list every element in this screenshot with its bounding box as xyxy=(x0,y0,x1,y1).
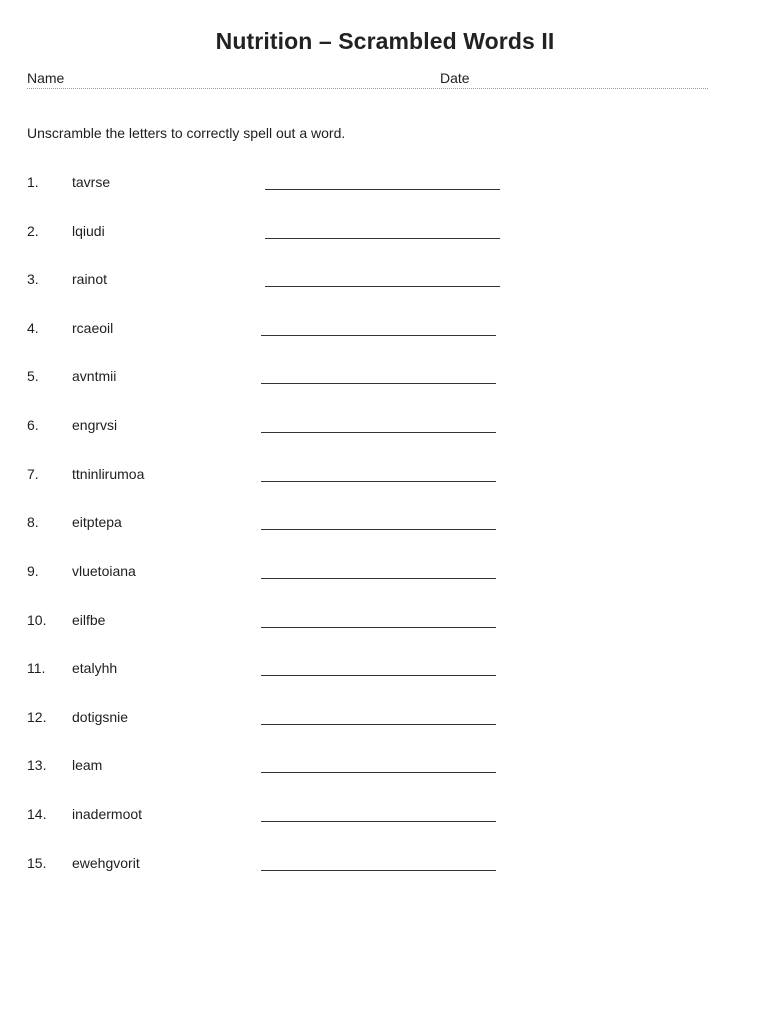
name-label: Name xyxy=(27,70,65,86)
scrambled-word: etalyhh xyxy=(72,660,118,676)
answer-line[interactable] xyxy=(261,870,496,871)
scrambled-word: tavrse xyxy=(72,174,111,190)
scrambled-word: lqiudi xyxy=(72,223,105,239)
answer-line[interactable] xyxy=(261,821,496,822)
answer-line[interactable] xyxy=(261,578,496,579)
question-item xyxy=(0,855,770,879)
question-item xyxy=(0,660,770,684)
question-number: 15. xyxy=(27,855,47,871)
question-number: 14. xyxy=(27,806,47,822)
answer-line[interactable] xyxy=(261,772,496,773)
question-number: 2. xyxy=(27,223,39,239)
question-number: 4. xyxy=(27,320,39,336)
answer-line[interactable] xyxy=(261,627,496,628)
scrambled-word: engrvsi xyxy=(72,417,118,433)
question-number: 8. xyxy=(27,514,39,530)
question-item xyxy=(0,223,770,247)
scrambled-word: leam xyxy=(72,757,103,773)
question-item xyxy=(0,174,770,198)
question-number: 13. xyxy=(27,757,47,773)
date-label: Date xyxy=(440,70,470,86)
question-item xyxy=(0,320,770,344)
question-number: 11. xyxy=(27,660,46,676)
instructions: Unscramble the letters to correctly spell out a word. xyxy=(27,125,346,141)
question-item xyxy=(0,368,770,392)
scrambled-word: ewehgvorit xyxy=(72,855,140,871)
answer-line[interactable] xyxy=(261,335,496,336)
question-item xyxy=(0,612,770,636)
answer-line[interactable] xyxy=(261,383,496,384)
answer-line[interactable] xyxy=(265,238,500,239)
scrambled-word: eilfbe xyxy=(72,612,106,628)
answer-line[interactable] xyxy=(261,724,496,725)
scrambled-word: eitptepa xyxy=(72,514,122,530)
question-item xyxy=(0,466,770,490)
question-item xyxy=(0,563,770,587)
question-item xyxy=(0,709,770,733)
question-item xyxy=(0,806,770,830)
question-number: 6. xyxy=(27,417,39,433)
question-item xyxy=(0,271,770,295)
answer-line[interactable] xyxy=(261,529,496,530)
question-number: 5. xyxy=(27,368,39,384)
question-item xyxy=(0,514,770,538)
question-number: 10. xyxy=(27,612,47,628)
scrambled-word: rainot xyxy=(72,271,108,287)
answer-line[interactable] xyxy=(261,481,496,482)
question-number: 9. xyxy=(27,563,39,579)
scrambled-word: ttninlirumoa xyxy=(72,466,145,482)
scrambled-word: vluetoiana xyxy=(72,563,136,579)
header-divider xyxy=(27,88,708,89)
scrambled-word: dotigsnie xyxy=(72,709,129,725)
scrambled-word: inadermoot xyxy=(72,806,143,822)
answer-line[interactable] xyxy=(265,286,500,287)
question-number: 3. xyxy=(27,271,39,287)
answer-line[interactable] xyxy=(261,432,496,433)
question-item xyxy=(0,417,770,441)
question-number: 12. xyxy=(27,709,47,725)
question-number: 7. xyxy=(27,466,39,482)
page-title: Nutrition – Scrambled Words II xyxy=(215,28,555,54)
scrambled-word: rcaeoil xyxy=(72,320,114,336)
scrambled-word: avntmii xyxy=(72,368,117,384)
question-number: 1. xyxy=(27,174,39,190)
question-item xyxy=(0,757,770,781)
answer-line[interactable] xyxy=(265,189,500,190)
answer-line[interactable] xyxy=(261,675,496,676)
